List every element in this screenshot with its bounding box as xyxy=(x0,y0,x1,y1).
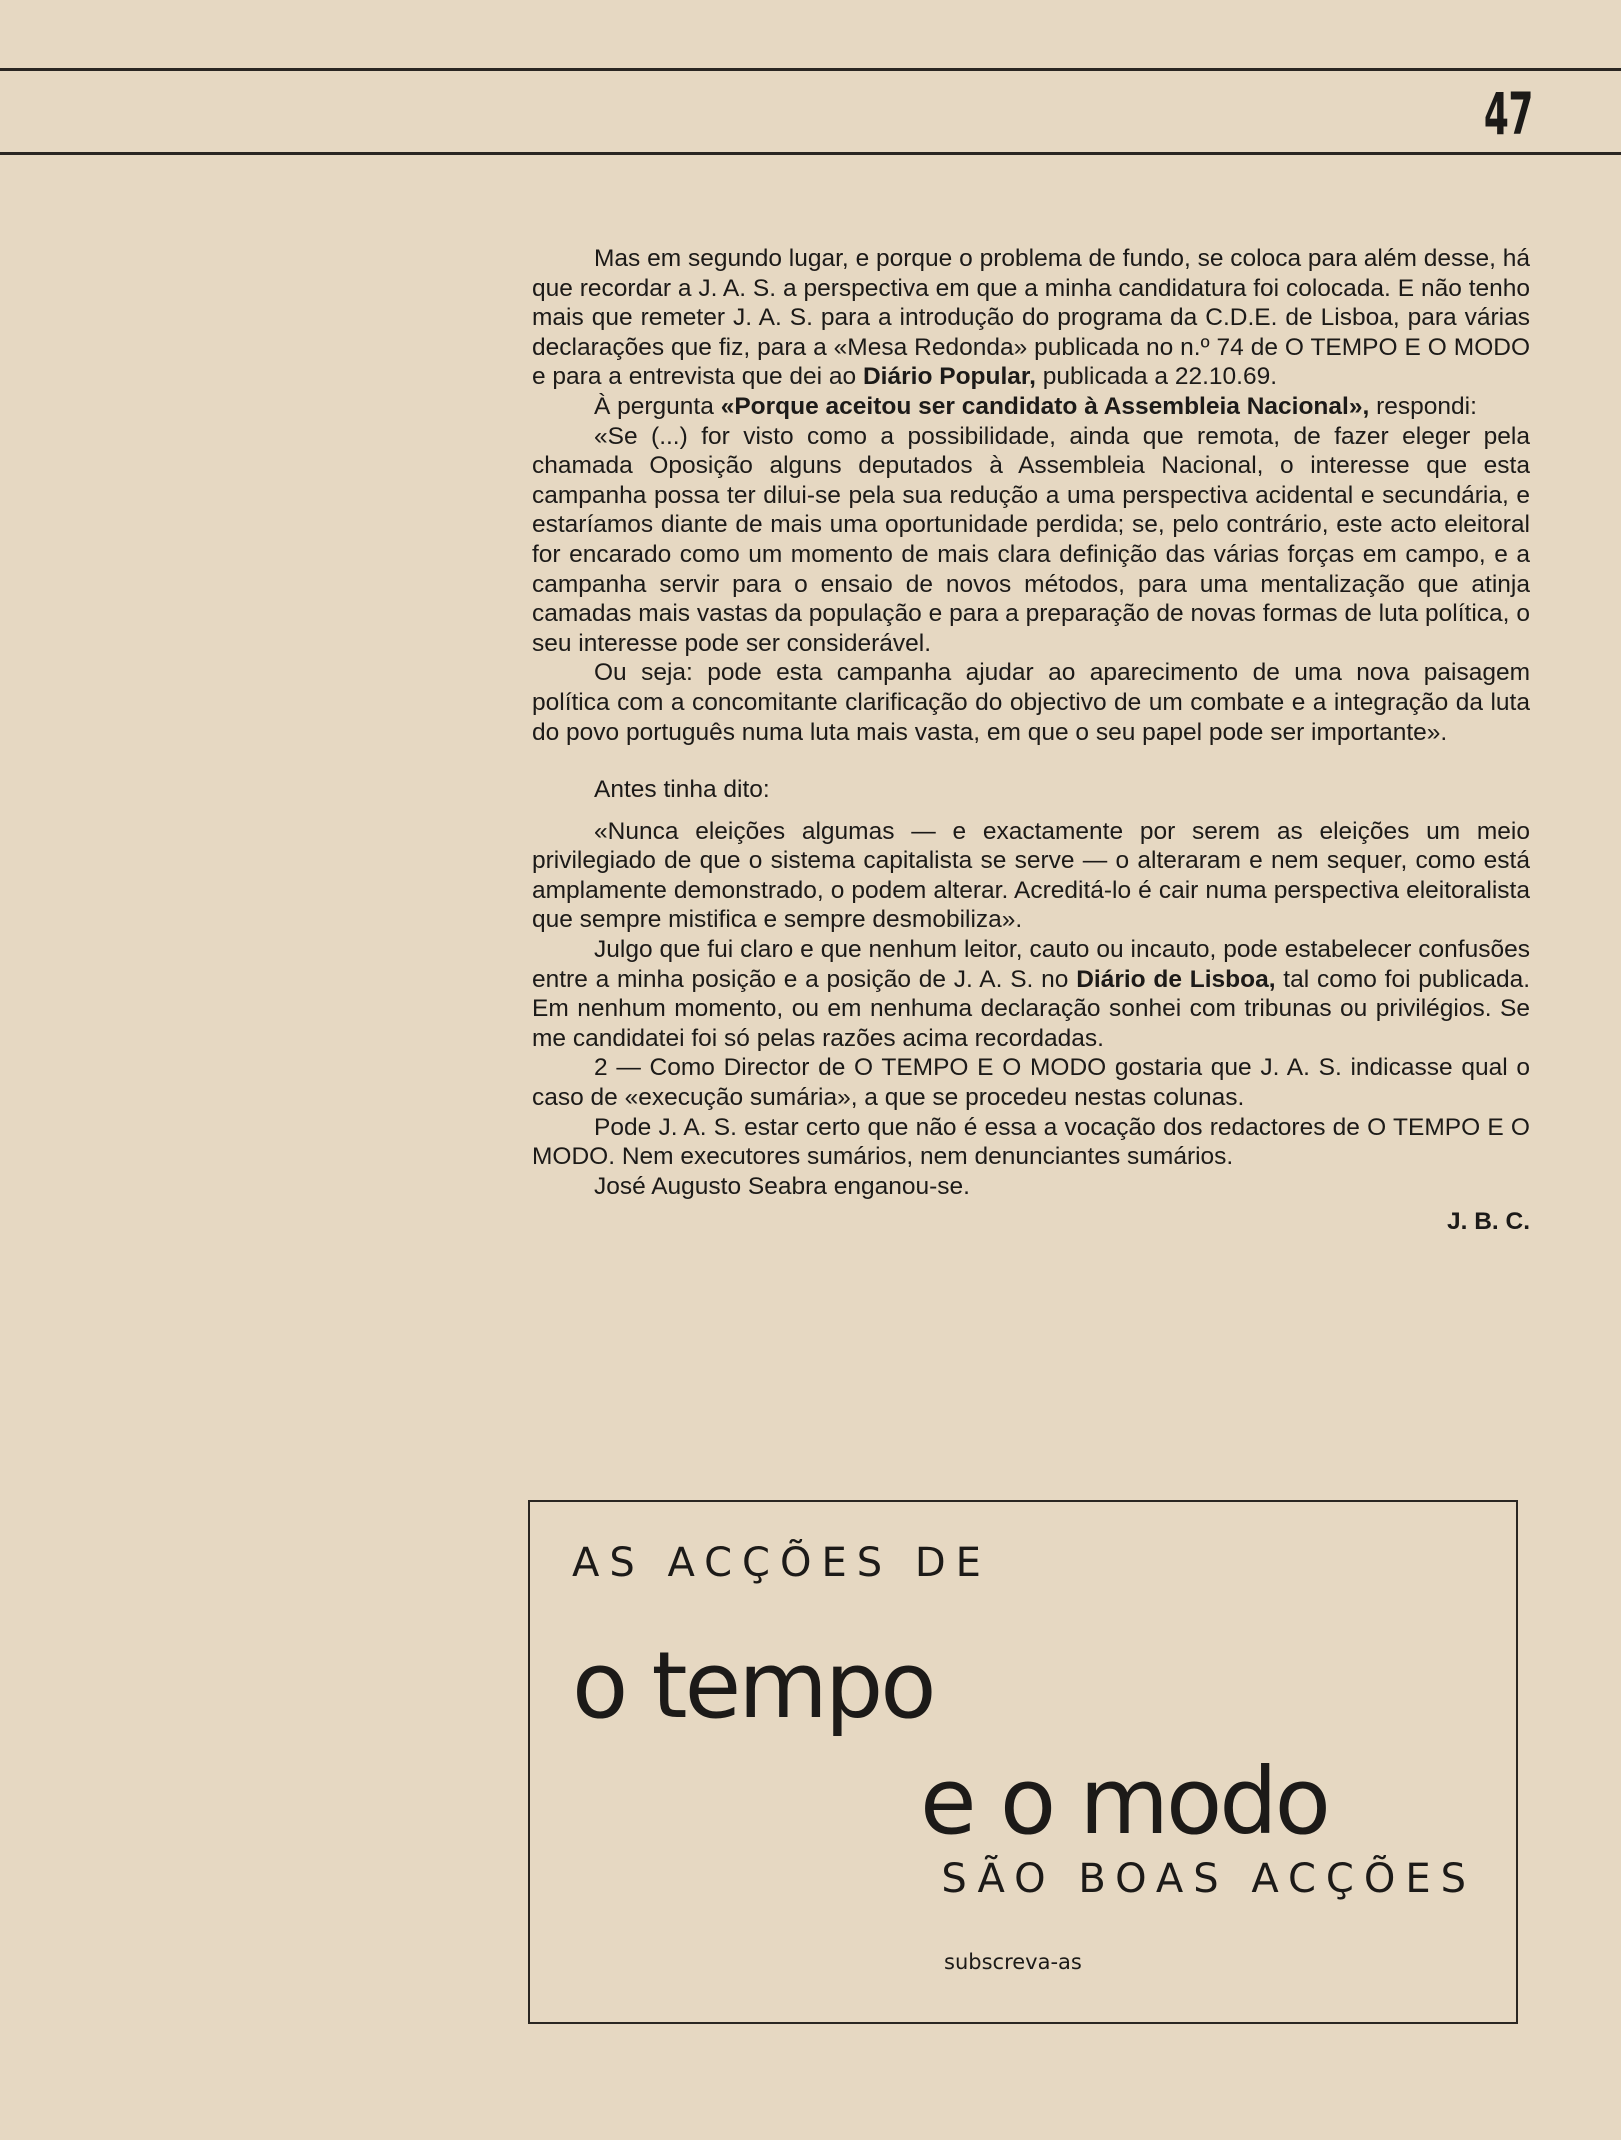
ad-top-line: AS ACÇÕES DE xyxy=(572,1540,991,1586)
signature: J. B. C. xyxy=(1446,1208,1530,1236)
paragraph-5: Antes tinha dito: xyxy=(594,776,770,804)
article-body xyxy=(532,244,1530,1237)
paragraph-9: Pode J. A. S. estar certo que não é essa a vocação dos redactores de O TEMPO E O MODO. Nem executores sumários, nem denunciantes sumários. xyxy=(532,1113,1530,1171)
ad-subscribe-text: subscreva-as xyxy=(944,1950,1082,1974)
ad-title-line-2: e o modo xyxy=(920,1748,1328,1855)
bold-diario-popular: Diário Popular, xyxy=(862,363,1036,391)
bold-diario-lisboa: Diário de Lisboa, xyxy=(1076,965,1276,993)
paragraph-1: Mas em segundo lugar, e porque o problema de fundo, se coloca para além desse, há que recordar a J. A. S. a perspectiva em que a minha candidatura foi colocada. E não tenho mais que remeter J. A. S. para a introdução do programa da C.D.E. de Lisboa, para várias declarações que fiz, para a «Mesa Redonda» publicada no n.º 74 de O TEMPO E O MODO e para a entrevista que dei ao Diário Popular, publicada a 22.10.69. xyxy=(532,245,1530,391)
header-rule-bottom xyxy=(0,152,1621,155)
ad-title-line-1: o tempo xyxy=(572,1632,934,1739)
bold-question: «Porque aceitou ser candidato à Assembleia Nacional», xyxy=(720,392,1370,420)
paragraph-6: «Nunca eleições algumas — e exactamente por serem as eleições um meio privilegiado de que o sistema capitalista se serve — o alteraram e nem sequer, como está amplamente demonstrado, o podem alterar. Acreditá-lo é cair numa perspectiva eleitoralista que sempre mistifica e sempre desmobiliza». xyxy=(532,817,1530,934)
paragraph-7: Julgo que fui claro e que nenhum leitor, cauto ou incauto, pode estabelecer confusões entre a minha posição e a posição de J. A. S. no Diário de Lisboa, tal como foi publicada. Em nenhum momento, ou em nenhuma declaração sonhei com tribunas ou privilégios. Se me candidatei foi só pelas razões acima recordadas. xyxy=(532,936,1531,1052)
paragraph-2: À pergunta «Porque aceitou ser candidato à Assembleia Nacional», respondi: xyxy=(594,392,1477,420)
header-rule-top xyxy=(0,68,1621,71)
paragraph-10: José Augusto Seabra enganou-se. xyxy=(594,1172,970,1200)
paragraph-3: «Se (...) for visto como a possibilidade, ainda que remota, de fazer eleger pela chamada Oposição alguns deputados à Assembleia Nacional, o interesse que esta campanha possa ter dilui-se pela sua redução a uma perspectiva acidental e secundária, e estaríamos diante de mais uma oportunidade perdida; se, pelo contrário, este acto eleitoral for encarado como um momento de mais clara definição das várias forças em campo, e a campanha servir para o ensaio de novos métodos, para uma mentalização que atinja camadas mais vastas da população e para a preparação de novas formas de luta política, o seu interesse pode ser considerável. xyxy=(532,422,1530,657)
paragraph-4: Ou seja: pode esta campanha ajudar ao aparecimento de uma nova paisagem política com a concomitante clarificação do objectivo de um combate e a integração da luta do povo português numa luta mais vasta, em que o seu papel pode ser importante». xyxy=(532,659,1530,746)
advertisement-box xyxy=(528,1500,1518,2024)
page-number: 47 xyxy=(1484,80,1533,148)
ad-bottom-line: SÃO BOAS ACÇÕES xyxy=(941,1856,1476,1902)
paragraph-8: 2 — Como Director de O TEMPO E O MODO gostaria que J. A. S. indicasse qual o caso de «execução sumária», a que se procedeu nestas colunas. xyxy=(532,1054,1530,1112)
